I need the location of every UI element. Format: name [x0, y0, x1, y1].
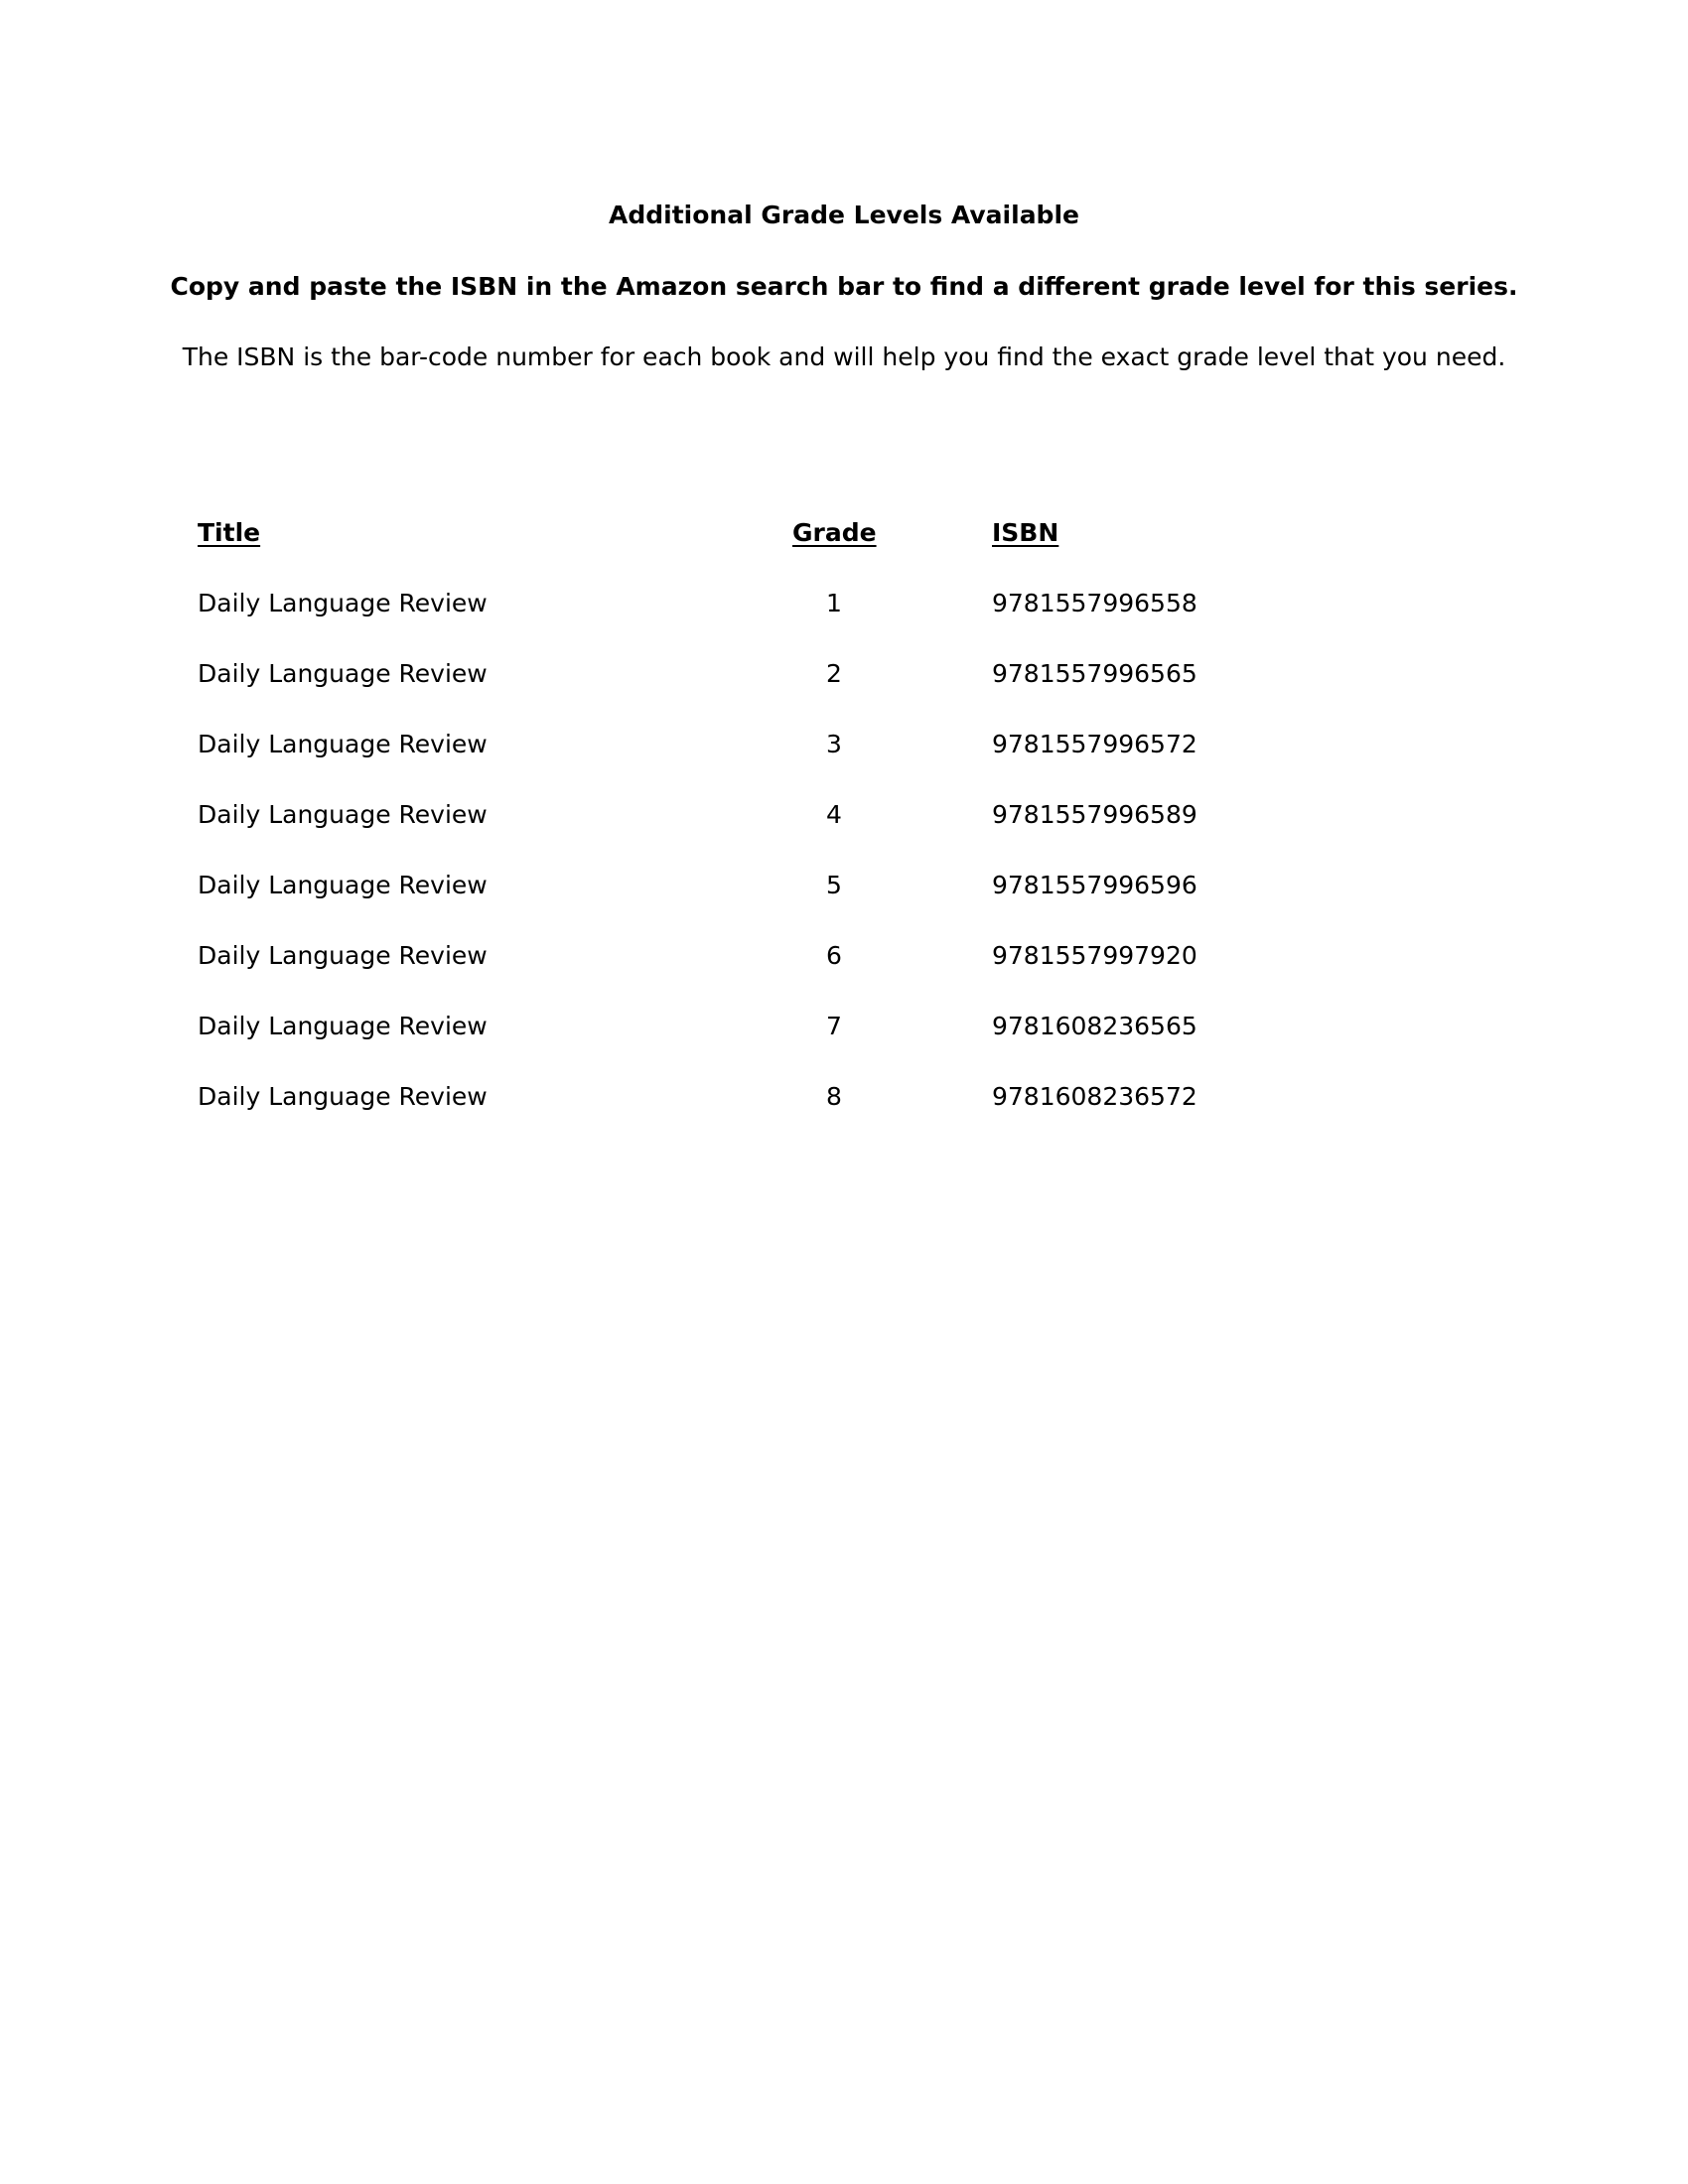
row-isbn: 9781608236572 [992, 1082, 1197, 1111]
row-title: Daily Language Review [198, 1082, 488, 1111]
row-grade: 1 [826, 589, 842, 617]
table-row [0, 939, 1688, 1010]
row-grade: 7 [826, 1012, 842, 1040]
column-header-title: Title [198, 518, 261, 547]
table-row [0, 1010, 1688, 1080]
table-row [0, 657, 1688, 728]
row-title: Daily Language Review [198, 941, 488, 970]
row-title: Daily Language Review [198, 871, 488, 899]
row-title: Daily Language Review [198, 589, 488, 617]
row-isbn: 9781608236565 [992, 1012, 1197, 1040]
row-isbn: 9781557997920 [992, 941, 1197, 970]
row-title: Daily Language Review [198, 1012, 488, 1040]
row-isbn: 9781557996589 [992, 800, 1197, 829]
row-title: Daily Language Review [198, 730, 488, 758]
table-row [0, 869, 1688, 939]
row-grade: 3 [826, 730, 842, 758]
column-header-grade: Grade [792, 518, 877, 547]
table-row [0, 728, 1688, 798]
row-isbn: 9781557996596 [992, 871, 1197, 899]
row-grade: 5 [826, 871, 842, 899]
row-isbn: 9781557996565 [992, 659, 1197, 688]
isbn-note: The ISBN is the bar-code number for each book and will help you find the exact grade level that you need. [182, 342, 1506, 371]
row-grade: 2 [826, 659, 842, 688]
row-grade: 8 [826, 1082, 842, 1111]
row-title: Daily Language Review [198, 659, 488, 688]
table-row [0, 1080, 1688, 1151]
row-grade: 6 [826, 941, 842, 970]
page-title: Additional Grade Levels Available [609, 201, 1079, 229]
column-header-isbn: ISBN [992, 518, 1059, 547]
row-grade: 4 [826, 800, 842, 829]
row-isbn: 9781557996572 [992, 730, 1197, 758]
row-title: Daily Language Review [198, 800, 488, 829]
row-isbn: 9781557996558 [992, 589, 1197, 617]
grade-levels-table [0, 516, 1688, 1151]
table-header-row [0, 516, 1688, 587]
table-row [0, 587, 1688, 657]
table-row [0, 798, 1688, 869]
instruction-text: Copy and paste the ISBN in the Amazon search bar to find a different grade level for this series. [170, 272, 1518, 301]
